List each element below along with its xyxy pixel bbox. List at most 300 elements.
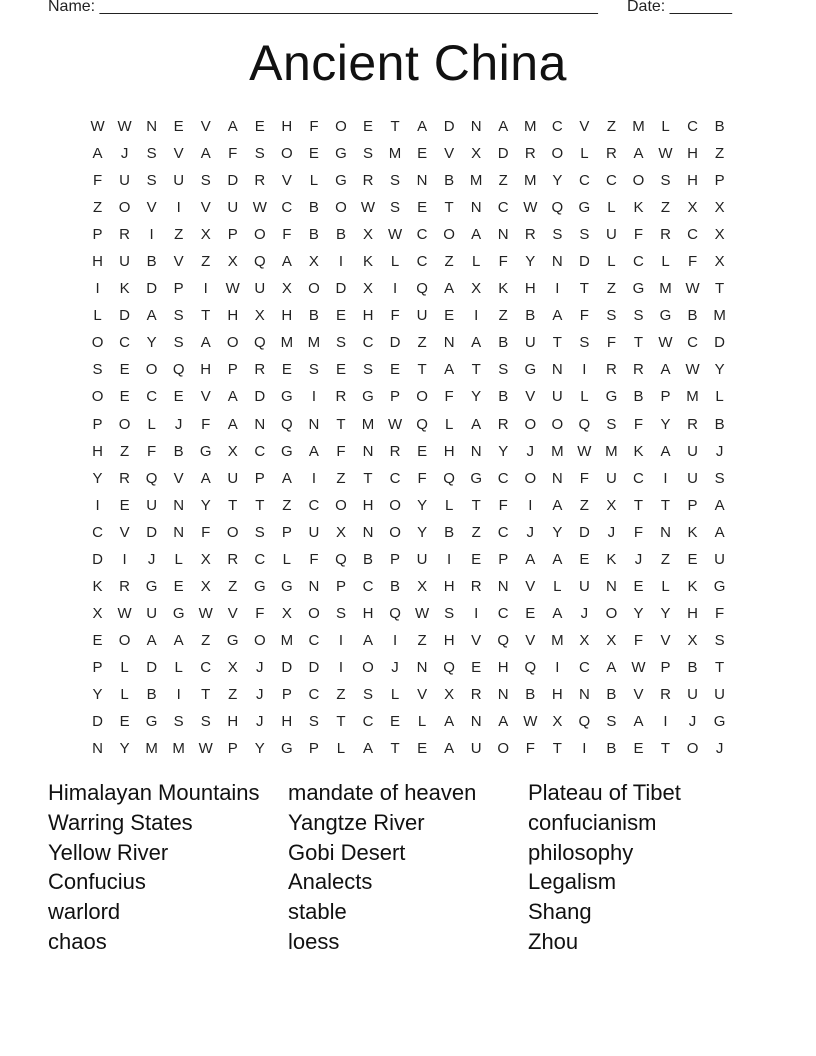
grid-letter: X — [606, 496, 617, 514]
grid-letter: Q — [335, 550, 347, 568]
grid-letter: C — [254, 550, 266, 568]
grid-letter: X — [714, 226, 725, 244]
grid-letter: B — [308, 199, 319, 217]
grid-letter: X — [714, 253, 725, 271]
grid-letter: J — [715, 442, 724, 460]
grid-letter: X — [227, 658, 238, 676]
grid-letter: V — [633, 685, 644, 703]
grid-letter: M — [388, 145, 402, 163]
grid-letter: U — [416, 307, 428, 325]
grid-letter: Z — [606, 280, 616, 298]
grid-letter: D — [146, 280, 158, 298]
word-list-item: stable — [288, 899, 347, 925]
grid-letter: W — [117, 604, 132, 622]
grid-letter: F — [579, 307, 589, 325]
grid-letter: W — [658, 145, 673, 163]
grid-letter: J — [256, 713, 264, 731]
grid-letter: S — [200, 713, 211, 731]
grid-letter: Q — [578, 415, 591, 433]
grid-letter: D — [308, 658, 320, 676]
grid-letter: Z — [498, 307, 508, 325]
grid-letter: S — [498, 361, 509, 379]
grid-letter: R — [497, 415, 509, 433]
grid-letter: W — [631, 658, 646, 676]
header-row — [48, 0, 732, 16]
grid-letter: R — [119, 226, 130, 244]
grid-letter: S — [714, 469, 725, 487]
grid-letter: A — [200, 469, 211, 487]
grid-letter: Z — [228, 685, 238, 703]
grid-letter: L — [580, 145, 589, 163]
grid-letter: D — [443, 118, 455, 135]
grid-letter: Q — [416, 415, 428, 433]
grid-letter: D — [92, 550, 103, 568]
grid-letter: Y — [714, 361, 725, 379]
word-list — [48, 780, 768, 959]
grid-letter: W — [225, 280, 240, 298]
grid-letter: T — [715, 658, 725, 676]
grid-letter: B — [146, 253, 157, 271]
grid-letter: X — [281, 604, 292, 622]
grid-letter: U — [470, 740, 482, 758]
grid-letter: X — [200, 226, 211, 244]
grid-letter: S — [714, 631, 725, 649]
grid-letter: E — [308, 145, 319, 163]
grid-letter: G — [713, 713, 726, 731]
grid-letter: H — [524, 280, 536, 298]
grid-letter: E — [471, 550, 482, 568]
grid-letter: D — [146, 523, 158, 541]
grid-letter: C — [308, 685, 320, 703]
grid-letter: B — [308, 307, 319, 325]
grid-letter: L — [607, 253, 616, 271]
grid-letter: W — [523, 713, 538, 731]
grid-letter: N — [92, 740, 103, 758]
grid-letter: V — [200, 199, 211, 217]
grid-letter: A — [552, 307, 563, 325]
grid-letter: E — [417, 199, 428, 217]
grid-letter: X — [281, 280, 292, 298]
grid-letter: N — [497, 577, 509, 595]
grid-letter: T — [255, 496, 265, 514]
grid-letter: B — [308, 226, 319, 244]
grid-letter: Q — [443, 469, 455, 487]
word-list-item: Warring States — [48, 809, 193, 835]
grid-letter: R — [254, 361, 266, 379]
grid-letter: R — [227, 550, 239, 568]
grid-letter: M — [713, 307, 726, 325]
grid-letter: M — [659, 280, 672, 298]
grid-letter: S — [146, 145, 157, 163]
grid-letter: H — [227, 307, 239, 325]
grid-letter: N — [497, 226, 509, 244]
grid-letter: V — [525, 388, 536, 406]
grid-letter: N — [605, 577, 617, 595]
grid-letter: N — [416, 172, 428, 190]
grid-letter: R — [660, 226, 671, 244]
name-field-label: Name: ________________________________________________________ — [48, 0, 598, 15]
grid-letter: H — [443, 577, 455, 595]
grid-letter: P — [660, 658, 671, 676]
grid-letter: N — [443, 334, 455, 352]
grid-letter: X — [362, 226, 373, 244]
grid-letter: T — [201, 685, 211, 703]
grid-letter: E — [390, 713, 401, 731]
grid-letter: A — [92, 145, 103, 163]
grid-letter: O — [281, 145, 293, 163]
grid-letter: O — [118, 631, 131, 649]
word-list-item: Confucius — [48, 869, 146, 895]
grid-letter: X — [92, 604, 103, 622]
grid-letter: M — [469, 172, 483, 190]
grid-letter: N — [578, 685, 590, 703]
grid-letter: Q — [172, 361, 185, 379]
grid-letter: I — [392, 280, 398, 298]
grid-letter: X — [687, 631, 698, 649]
grid-letter: L — [417, 713, 427, 731]
grid-letter: L — [390, 685, 400, 703]
grid-letter: H — [92, 442, 103, 460]
grid-letter: A — [525, 550, 536, 568]
grid-letter: L — [580, 388, 589, 406]
grid-letter: V — [173, 469, 184, 487]
grid-letter: E — [417, 145, 428, 163]
grid-letter: M — [307, 334, 321, 352]
word-list-item: warlord — [48, 899, 121, 925]
grid-letter: H — [687, 172, 698, 190]
grid-letter: X — [227, 442, 238, 460]
grid-letter: C — [119, 334, 130, 352]
grid-letter: O — [335, 118, 347, 135]
grid-letter: X — [200, 577, 211, 595]
grid-letter: A — [714, 496, 725, 514]
word-list-item: mandate of heaven — [288, 780, 477, 805]
grid-letter: R — [605, 361, 617, 379]
grid-letter: X — [444, 685, 455, 703]
grid-letter: S — [362, 145, 373, 163]
word-list-item: chaos — [48, 928, 107, 954]
grid-letter: B — [498, 334, 509, 352]
word-list-item: Himalayan Mountains — [48, 780, 260, 805]
grid-letter: C — [497, 523, 509, 541]
grid-letter: V — [200, 388, 211, 406]
grid-letter: L — [472, 253, 481, 271]
grid-letter: C — [281, 199, 293, 217]
grid-letter: E — [525, 604, 536, 622]
grid-letter: T — [417, 361, 427, 379]
grid-letter: V — [417, 685, 428, 703]
grid-letter: A — [552, 604, 563, 622]
grid-letter: M — [145, 740, 158, 758]
grid-letter: R — [524, 145, 536, 163]
grid-letter: B — [606, 685, 617, 703]
grid-letter: X — [227, 253, 238, 271]
grid-letter: W — [387, 415, 403, 433]
grid-letter: V — [281, 172, 292, 190]
grid-letter: Z — [715, 145, 725, 163]
grid-letter: T — [390, 740, 400, 758]
grid-letter: U — [605, 469, 617, 487]
grid-letter: J — [634, 550, 643, 568]
grid-letter: A — [471, 226, 482, 244]
grid-letter: X — [254, 307, 265, 325]
page-title: Ancient China — [249, 35, 567, 91]
grid-letter: F — [498, 253, 508, 271]
grid-letter: O — [253, 226, 266, 244]
grid-letter: A — [471, 334, 482, 352]
grid-letter: P — [92, 226, 103, 244]
grid-letter: J — [174, 415, 183, 433]
grid-letter: Q — [443, 658, 455, 676]
grid-letter: U — [578, 577, 590, 595]
grid-letter: B — [714, 118, 725, 135]
grid-letter: L — [120, 658, 129, 676]
grid-letter: S — [173, 307, 184, 325]
grid-letter: T — [660, 740, 671, 758]
grid-letter: L — [661, 118, 670, 135]
grid-letter: N — [308, 577, 320, 595]
grid-letter: B — [390, 577, 401, 595]
grid-letter: A — [471, 415, 482, 433]
grid-letter: B — [444, 172, 455, 190]
grid-letter: U — [254, 280, 266, 298]
grid-letter: A — [660, 442, 671, 460]
grid-letter: Y — [417, 496, 428, 514]
grid-letter: A — [146, 631, 157, 649]
grid-letter: P — [390, 388, 401, 406]
grid-letter: D — [578, 253, 590, 271]
grid-letter: D — [281, 658, 293, 676]
grid-letter: F — [715, 604, 725, 622]
grid-letter: I — [122, 550, 127, 568]
grid-letter: A — [444, 713, 455, 731]
grid-letter: N — [660, 523, 671, 541]
word-search-grid — [84, 113, 733, 762]
grid-letter: H — [443, 442, 455, 460]
grid-letter: N — [497, 685, 509, 703]
grid-letter: L — [715, 388, 724, 406]
grid-letter: Z — [119, 442, 130, 460]
grid-letter: T — [444, 199, 454, 217]
grid-letter: C — [254, 442, 266, 460]
grid-letter: H — [362, 496, 374, 514]
grid-letter: Y — [119, 740, 130, 758]
grid-letter: Y — [200, 496, 211, 514]
grid-letter: L — [174, 550, 183, 568]
grid-letter: S — [362, 361, 373, 379]
grid-letter: P — [714, 172, 725, 190]
grid-letter: B — [146, 685, 157, 703]
grid-letter: V — [660, 631, 671, 649]
word-list-item: Analects — [288, 869, 373, 895]
grid-letter: H — [362, 604, 374, 622]
grid-letter: G — [281, 442, 293, 460]
grid-letter: S — [579, 334, 590, 352]
grid-letter: F — [579, 469, 589, 487]
grid-letter: A — [660, 361, 671, 379]
grid-letter: D — [92, 713, 103, 731]
grid-letter: D — [497, 145, 509, 163]
grid-letter: I — [338, 253, 344, 271]
grid-letter: I — [528, 496, 533, 514]
grid-letter: T — [660, 496, 671, 514]
grid-letter: A — [714, 523, 725, 541]
word-list-item: Yangtze River — [288, 809, 425, 835]
grid-letter: C — [362, 713, 374, 731]
grid-letter: T — [363, 469, 373, 487]
grid-letter: B — [173, 442, 184, 460]
grid-letter: U — [687, 685, 698, 703]
grid-letter: E — [335, 307, 346, 325]
grid-letter: O — [226, 334, 239, 352]
grid-letter: L — [120, 685, 129, 703]
grid-letter: E — [335, 361, 346, 379]
grid-letter: C — [308, 496, 320, 514]
grid-letter: H — [687, 145, 698, 163]
grid-letter: M — [524, 118, 537, 135]
word-list-item: Yellow River — [48, 839, 169, 865]
grid-letter: Q — [281, 415, 293, 433]
grid-letter: A — [281, 469, 292, 487]
grid-letter: A — [362, 631, 373, 649]
grid-letter: C — [605, 172, 617, 190]
grid-letter: G — [199, 442, 212, 460]
grid-letter: Z — [660, 199, 671, 217]
grid-letter: D — [389, 334, 401, 352]
grid-letter: A — [552, 550, 563, 568]
grid-letter: O — [335, 496, 347, 514]
grid-letter: Y — [471, 388, 482, 406]
grid-letter: E — [173, 118, 184, 135]
grid-letter: J — [256, 658, 264, 676]
grid-letter: Q — [253, 334, 266, 352]
grid-letter: W — [198, 740, 213, 758]
grid-letter: T — [633, 334, 644, 352]
grid-letter: T — [552, 334, 562, 352]
grid-letter: R — [660, 685, 671, 703]
grid-letter: S — [173, 713, 184, 731]
grid-letter: I — [555, 658, 560, 676]
grid-letter: G — [605, 388, 618, 406]
grid-letter: R — [119, 469, 130, 487]
grid-letter: B — [525, 307, 536, 325]
grid-letter: I — [95, 280, 100, 298]
grid-letter: H — [687, 604, 698, 622]
grid-letter: I — [176, 199, 181, 217]
grid-letter: W — [577, 442, 592, 460]
grid-letter: Q — [551, 199, 564, 217]
grid-letter: I — [338, 658, 344, 676]
grid-letter: O — [253, 631, 266, 649]
grid-letter: G — [362, 388, 374, 406]
grid-letter: M — [632, 118, 645, 135]
grid-letter: W — [90, 118, 105, 135]
grid-letter: O — [91, 334, 104, 352]
grid-letter: M — [280, 334, 294, 352]
grid-letter: N — [551, 361, 563, 379]
grid-letter: J — [256, 685, 264, 703]
grid-letter: X — [552, 713, 563, 731]
grid-letter: K — [633, 442, 644, 460]
grid-letter: N — [470, 118, 482, 135]
grid-letter: E — [92, 631, 103, 649]
grid-letter: A — [227, 415, 238, 433]
grid-letter: Q — [524, 658, 537, 676]
grid-letter: V — [146, 199, 157, 217]
grid-letter: J — [147, 550, 156, 568]
grid-letter: C — [416, 226, 428, 244]
grid-letter: F — [633, 415, 644, 433]
grid-letter: J — [688, 713, 697, 731]
grid-letter: I — [203, 280, 208, 298]
grid-letter: P — [660, 388, 671, 406]
grid-letter: B — [525, 685, 536, 703]
grid-letter: X — [308, 253, 319, 271]
grid-letter: E — [119, 713, 130, 731]
grid-letter: Z — [471, 523, 481, 541]
grid-letter: N — [470, 442, 482, 460]
grid-letter: O — [551, 415, 564, 433]
grid-letter: Z — [606, 118, 616, 135]
grid-letter: F — [606, 334, 616, 352]
grid-letter: Z — [660, 550, 671, 568]
grid-letter: L — [661, 577, 670, 595]
grid-letter: C — [362, 334, 374, 352]
grid-letter: I — [338, 631, 344, 649]
grid-letter: V — [525, 631, 536, 649]
grid-letter: P — [498, 550, 509, 568]
grid-letter: V — [444, 145, 455, 163]
grid-letter: L — [147, 415, 156, 433]
grid-letter: W — [658, 334, 673, 352]
grid-letter: M — [686, 388, 699, 406]
grid-letter: K — [687, 577, 698, 595]
grid-letter: L — [607, 199, 616, 217]
grid-letter: F — [525, 740, 535, 758]
grid-letter: B — [687, 307, 698, 325]
grid-letter: D — [119, 307, 130, 325]
grid-letter: R — [362, 172, 374, 190]
grid-letter: C — [633, 469, 644, 487]
grid-letter: F — [282, 226, 292, 244]
grid-letter: J — [391, 658, 399, 676]
grid-letter: K — [606, 550, 617, 568]
grid-letter: K — [92, 577, 103, 595]
grid-letter: P — [281, 523, 292, 541]
grid-letter: T — [552, 740, 562, 758]
grid-letter: M — [361, 415, 375, 433]
grid-letter: P — [92, 415, 103, 433]
grid-letter: K — [362, 253, 373, 271]
grid-letter: E — [119, 388, 130, 406]
grid-letter: B — [606, 740, 617, 758]
grid-letter: A — [498, 713, 509, 731]
grid-letter: Z — [417, 631, 427, 649]
grid-letter: F — [417, 469, 427, 487]
grid-letter: O — [605, 604, 618, 622]
grid-letter: Z — [201, 253, 211, 271]
grid-letter: L — [174, 658, 183, 676]
grid-letter: O — [686, 740, 699, 758]
grid-letter: X — [606, 631, 617, 649]
grid-letter: R — [524, 226, 536, 244]
grid-letter: Z — [228, 577, 238, 595]
grid-letter: L — [93, 307, 102, 325]
grid-letter: W — [685, 280, 700, 298]
grid-letter: N — [470, 713, 482, 731]
grid-letter: C — [497, 604, 509, 622]
grid-letter: R — [633, 361, 644, 379]
